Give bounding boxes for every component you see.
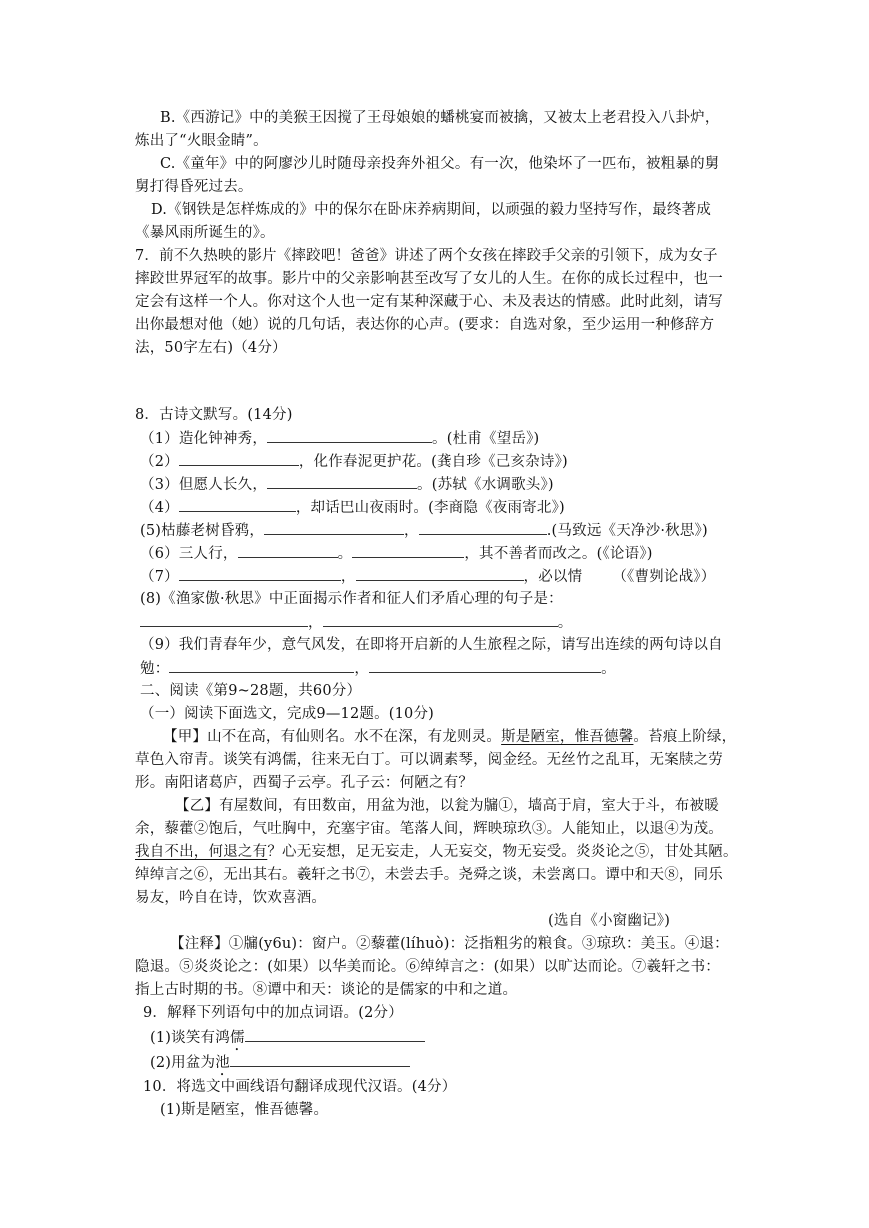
dotted-word: 池 [215, 1055, 230, 1071]
passage-source: (选自《小窗幽记》) [548, 913, 671, 929]
q8-item-6 [140, 543, 653, 564]
answer-blank[interactable] [169, 658, 354, 673]
q8-item-9-prompt: 勉： [140, 661, 170, 677]
q8-item-7-prompt: （7） [140, 569, 179, 585]
section-2-title: 二、阅读《第9~28题，共60分） [140, 683, 362, 699]
q6-option-b-line1: B.《西游记》中的美猴王因搅了王母娘娘的蟠桃宴而被擒，又被太上老君投入八卦炉， [160, 110, 720, 126]
passage-yi-line1: 【乙】有屋数间，有田数亩，用盆为池，以瓮为牖①，墙高于肩，室大于斗，布被暖 [175, 798, 719, 814]
q10-item-1: (1)斯是陋室，惟吾德馨。 [160, 1102, 329, 1118]
q8-item-2 [140, 451, 568, 472]
q8-item-6-prompt: （6）三人行， [140, 546, 238, 562]
underlined-sentence: 我自不出，何退之有 [135, 844, 268, 860]
answer-blank[interactable] [179, 566, 341, 581]
q9-item-2-prompt: (2)用盆为 [150, 1055, 216, 1071]
passage-yi-text: ？心无妄想，足无妄走，人无妄交，物无妄受。炎炎论之⑤，甘处其陋。 [267, 844, 738, 860]
passage-yi-line5: 易友，吟自在诗，饮欢喜酒。 [135, 890, 327, 906]
answer-blank[interactable] [267, 474, 417, 489]
q7-line4: 出你最想对他（她）说的几句话，表达你的心声。(要求：自选对象，至少运用一种修辞方 [135, 317, 715, 333]
q8-item-8-sep: ， [308, 615, 323, 631]
answer-blank[interactable] [419, 520, 547, 535]
answer-blank[interactable] [230, 1052, 410, 1067]
q8-item-8-answer [140, 612, 572, 633]
answer-blank[interactable] [179, 497, 296, 512]
answer-blank[interactable] [267, 428, 432, 443]
q8-item-9-sep: ， [354, 661, 370, 677]
q8-title: 8．古诗文默写。(14分) [135, 407, 293, 423]
section-2-subtitle: （一）阅读下面选文，完成9—12题。(10分) [140, 706, 435, 722]
q6-option-d-line1: D.《钢铁是怎样炼成的》中的保尔在卧床养病期间，以顽强的毅力坚持写作，最终著成 [151, 202, 712, 218]
q6-option-c-line1: C.《童年》中的阿廖沙儿时随母亲投奔外祖父。有一次，他染坏了一匹布，被粗暴的舅 [160, 156, 720, 172]
passage-jia-line3: 形。南阳诸葛庐，西蜀子云亭。孔子云：何陋之有？ [135, 775, 474, 791]
answer-blank[interactable] [369, 658, 601, 673]
q8-item-6-sep: 。 [337, 546, 353, 562]
q8-item-5-prompt: (5)枯藤老树昏鸦， [140, 523, 265, 539]
q8-item-1 [140, 428, 539, 449]
q8-item-3 [140, 474, 554, 495]
q8-item-8: (8)《渔家傲·秋思》中正面揭示作者和征人们矛盾心理的句子是： [140, 591, 563, 607]
q8-item-2-prompt: （2） [140, 454, 179, 470]
answer-blank[interactable] [323, 612, 558, 627]
q8-item-5 [140, 520, 708, 541]
q9-title: 9．解释下列语句中的加点词语。(2分） [143, 1005, 403, 1021]
q8-item-9-line1: （9）我们青春年少，意气风发，在即将开启新的人生旅程之际，请写出连续的两句诗以自 [140, 637, 723, 653]
answer-blank[interactable] [238, 543, 338, 558]
q8-item-1-source: 。(杜甫《望岳》) [432, 431, 540, 447]
q8-item-2-source: ，化作春泥更护花。(龚自珍《己亥杂诗》) [298, 454, 568, 470]
q7-line3: 定会有这样一个人。你对这个人也一定有某种深藏于心、未及表达的情感。此时此刻，请写 [135, 294, 723, 310]
q8-item-8-end: 。 [557, 615, 573, 631]
q8-item-3-source: 。(苏轼《水调歌头》) [417, 477, 554, 493]
q9-item-1 [150, 1027, 425, 1054]
answer-blank[interactable] [352, 543, 464, 558]
notes-line2: 隐退。⑤炎炎论之：(如果）以华美而论。⑥绰绰言之：(如果）以旷达而论。⑦羲轩之书： [135, 959, 721, 975]
passage-jia-line2: 草色入帘青。谈笑有鸿儒，往来无白丁。可以调素琴，阅金经。无丝竹之乱耳，无案牍之劳 [135, 752, 723, 768]
q8-item-3-prompt: （3）但愿人长久， [140, 477, 268, 493]
q8-item-7-tail: ，必以情 [523, 569, 583, 585]
q10-title: 10．将选文中画线语句翻译成现代汉语。(4分） [143, 1079, 457, 1095]
q9-item-2 [150, 1052, 410, 1079]
q8-item-7-sep: ， [340, 569, 356, 585]
q8-item-4-source: ，却话巴山夜雨时。(李商隐《夜雨寄北》) [295, 500, 565, 516]
passage-jia-line1 [163, 727, 736, 747]
q8-item-4-prompt: （4） [140, 500, 179, 516]
q8-item-7 [140, 566, 715, 587]
answer-blank[interactable] [356, 566, 524, 581]
notes-line3: 指上古时期的书。⑧谭中和天：谈论的是儒家的中和之道。 [135, 982, 518, 998]
q8-item-7-source: （《曹刿论战》） [612, 569, 716, 585]
notes-line1: 【注释】①牖(y6u)：窗户。②藜藿(líhuò)：泛指粗劣的粮食。③琼玖：美玉。④退： [170, 936, 729, 952]
q6-option-b-line2: 炼出了“火眼金睛”。 [135, 133, 268, 149]
q6-option-d-line2: 《暴风雨所诞生的》。 [135, 225, 275, 241]
passage-jia-text: 。苔痕上阶绿， [633, 729, 737, 745]
underlined-sentence: 斯是陋室，惟吾德馨 [501, 729, 634, 745]
passage-yi-line2: 余，藜藿②饱后，气吐胸中，充塞宇宙。笔落人间，辉映琼玖③。人能知止，以退④为茂。 [135, 821, 723, 837]
passage-jia-text: 【甲】山不在高，有仙则名。水不在深，有龙则灵。 [163, 729, 502, 745]
answer-blank[interactable] [140, 612, 308, 627]
answer-blank[interactable] [264, 520, 404, 535]
answer-blank[interactable] [179, 451, 299, 466]
q7-line1: 7．前不久热映的影片《摔跤吧！爸爸》讲述了两个女孩在摔跤手父亲的引领下，成为女子 [135, 248, 718, 264]
q7-line5: 法，50字左右)（4分） [135, 340, 287, 356]
q8-item-9-line2 [140, 658, 616, 679]
q8-item-5-sep: ， [404, 523, 419, 539]
q8-item-1-prompt: （1）造化钟神秀， [140, 431, 268, 447]
passage-yi-line3 [135, 842, 738, 862]
q9-item-1-prompt: (1)谈笑有鸿 [150, 1030, 230, 1046]
q8-item-4 [140, 497, 565, 518]
passage-yi-line4: 绰绰言之⑥，无出其右。羲轩之书⑦，未尝去手。尧舜之谈，未尝离口。谭中和天⑧，同乐 [135, 867, 723, 883]
q8-item-9-end: 。 [601, 661, 616, 677]
dotted-word: 儒 [229, 1030, 245, 1046]
q7-line2: 摔跤世界冠军的故事。影片中的父亲影响甚至改写了女儿的人生。在你的成长过程中，也一 [135, 271, 723, 287]
q6-option-c-line2: 舅打得昏死过去。 [135, 179, 253, 195]
q8-item-6-source: ，其不善者而改之。(《论语》) [464, 546, 653, 562]
q8-item-5-source: .(马致远《天净沙·秋思》) [546, 523, 708, 539]
answer-blank[interactable] [245, 1027, 425, 1042]
